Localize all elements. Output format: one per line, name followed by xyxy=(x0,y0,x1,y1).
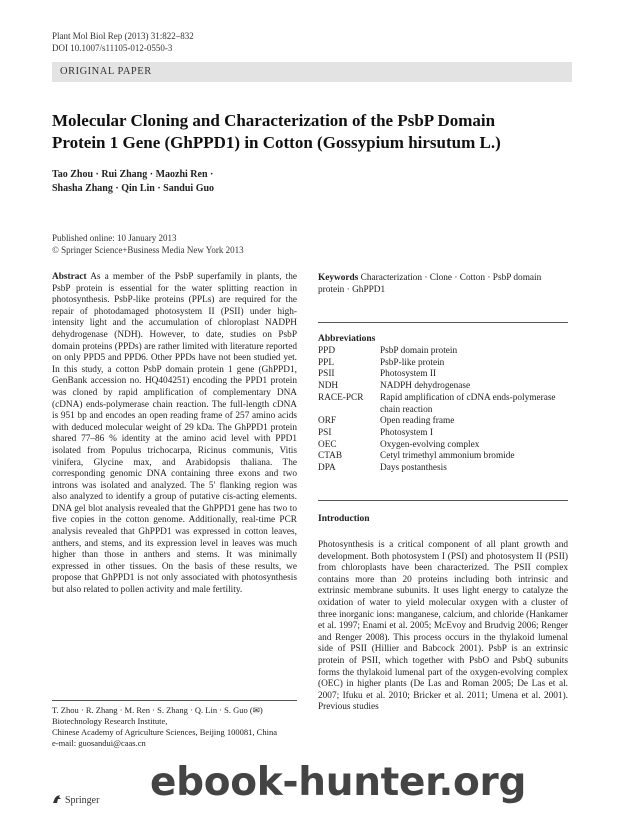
abbreviation-definition: NADPH dehydrogenase xyxy=(380,381,471,392)
abbreviation-definition: Rapid amplification of cDNA ends-polymerase chain reaction xyxy=(380,392,556,415)
abbreviation-definition: Open reading frame xyxy=(380,416,455,427)
introduction-heading: Introduction xyxy=(318,514,370,524)
affiliation-rule xyxy=(52,700,297,701)
abbreviation-term: CTAB xyxy=(318,451,343,462)
publisher-name: Springer xyxy=(65,795,100,806)
abbreviation-term: PPD xyxy=(318,346,336,356)
abbreviation-term: PSI xyxy=(318,427,332,438)
abbreviation-term: DPA xyxy=(318,463,336,474)
keywords xyxy=(318,273,568,296)
abbreviation-row xyxy=(318,451,568,463)
keywords-text: Characterization · Clone · Cotton · PsbP domain protein · GhPPD1 xyxy=(318,273,542,295)
abbreviation-row xyxy=(318,393,568,416)
abbreviation-definition: Oxygen-evolving complex xyxy=(380,439,480,450)
abbreviation-definition: Photosystem II xyxy=(380,369,437,380)
published-online: Published online: 10 January 2013 xyxy=(52,233,177,243)
watermark: ebook-hunter.org xyxy=(150,760,527,805)
abbreviation-definition: Photosystem I xyxy=(380,427,433,438)
affiliation-email[interactable]: e-mail: guosandui@caas.cn xyxy=(52,738,146,748)
abbreviation-definition: PsbP-like protein xyxy=(380,357,445,368)
author-list xyxy=(52,168,292,196)
abbreviation-row xyxy=(318,416,568,428)
abbreviation-definition: PsbP domain protein xyxy=(380,346,458,356)
copyright: © Springer Science+Business Media New York 2013 xyxy=(52,244,244,255)
abbreviation-row xyxy=(318,440,568,452)
abbreviations-top-rule xyxy=(318,322,568,323)
abstract xyxy=(52,272,297,597)
abstract-label: Abstract xyxy=(52,272,87,282)
introduction-rule xyxy=(318,500,568,501)
abbreviation-term: RACE-PCR xyxy=(318,392,364,403)
abbreviations-heading: Abbreviations xyxy=(318,334,376,344)
abbreviations-table xyxy=(318,346,568,475)
abbreviation-definition: Cetyl trimethyl ammonium bromide xyxy=(380,451,515,462)
abbreviation-term: ORF xyxy=(318,416,337,427)
abbreviation-row xyxy=(318,428,568,440)
abbreviation-row xyxy=(318,381,568,393)
publisher-footer xyxy=(52,794,99,806)
journal-reference: Plant Mol Biol Rep (2013) 31:822–832 xyxy=(52,31,194,41)
abbreviation-term: OEC xyxy=(318,439,337,450)
abbreviation-term: PPL xyxy=(318,357,335,368)
abbreviation-term: NDH xyxy=(318,381,339,392)
affiliation-academy: Chinese Academy of Agriculture Sciences, Beijing 100081, China xyxy=(52,727,277,737)
publication-info xyxy=(52,233,244,256)
abstract-text: As a member of the PsbP superfamily in plants, the PsbP protein is essential for the water splitting reaction in photosynthesis. PsbP-like proteins (PPLs) are required for the repair of photodamaged photosystem II (PSII) under high-intensity light and the accumulation of chloroplast NADPH dehydrogenase (NDH). However, to date, studies on PsbP domain proteins (PPDs) are rather limited with literature reported on only PPD5 and PPD6. Other PPDs have not been studied yet. In this study, a cotton PsbP domain protein 1 gene (GhPPD1, GenBank accession no. HQ404251) encoding the PPD1 protein was cloned by rapid amplification of complementary DNA (cDNA) ends-polymerase chain reaction. The full-length cDNA is 951 bp and encodes an open reading frame of 257 amino acids with deduced molecular weight of 29 kDa. The GhPPD1 protein shared 77–86 % identity at the amino acid level with PPD1 isolated from Populus trichocarpa, Ricinus communis, Vitis vinifera, Glycine max, and Arabidopsis thaliana. The corresponding genomic DNA containing three exons and two introns was isolated and analyzed. The 5′ flanking region was also analyzed to identify a group of putative cis-acting elements. DNA gel blot analysis revealed that the GhPPD1 gene has two to five copies in the cotton genome. Additionally, real-time PCR analysis revealed that GhPPD1 was expressed in cotton leaves, anthers, and stems, and its expression level in leaves was much higher than those in anthers and stems. It was minimally expressed in other tissues. On the basis of these results, we propose that GhPPD1 is not only associated with photosynthesis but also related to pollen activity and male fertility. xyxy=(52,272,298,596)
author-line-2: Shasha Zhang · Qin Lin · Sandui Guo xyxy=(52,183,215,194)
abbreviation-row xyxy=(318,358,568,370)
abbreviation-row xyxy=(318,463,568,475)
author-affiliation xyxy=(52,705,297,749)
affiliation-institute: Biotechnology Research Institute, xyxy=(52,716,168,726)
affiliation-authors: T. Zhou · R. Zhang · M. Ren · S. Zhang · Q. Lin · S. Guo (✉) xyxy=(52,705,263,715)
article-type-banner: ORIGINAL PAPER xyxy=(60,66,152,77)
abbreviation-row xyxy=(318,369,568,381)
springer-horse-icon xyxy=(52,794,62,804)
abbreviation-row xyxy=(318,346,568,358)
introduction-text: Photosynthesis is a critical component of all plant growth and development. Both photosystem I (PSI) and photosystem II (PSII) from chloroplasts have been characterized. The PSII complex contains more than 20 proteins including both intrinsic and extrinsic membrane subunits. It uses light energy to catalyze the oxidation of water to yield molecular oxygen with a cluster of three inorganic ions: manganese, calcium, and chloride (Hankamer et al. 1997; Enami et al. 2005; McEvoy and Brudvig 2006; Renger and Renger 2008). This process occurs in the thylakoid lumenal side of PSII (Hillier and Babcock 2001). PsbP is an extrinsic protein of PSII, which together with PsbO and PsbQ subunits forms the thylakoid lumenal part of the oxygen-evolving complex (OEC) in higher plants (De Las and Roman 2005; De Las et al. 2007; Ifuku et al. 2010; Bricker et al. 2011; Umena et al. 2001). Previous studies xyxy=(318,540,568,713)
doi: DOI 10.1007/s11105-012-0550-3 xyxy=(52,43,173,53)
journal-header xyxy=(52,30,194,54)
abbreviation-definition: Days postanthesis xyxy=(380,463,447,474)
author-line-1: Tao Zhou · Rui Zhang · Maozhi Ren · xyxy=(52,169,214,180)
abbreviation-term: PSII xyxy=(318,369,335,380)
article-title: Molecular Cloning and Characterization of the PsbP Domain Protein 1 Gene (GhPPD1) in Cotton (Gossypium hirsutum L.) xyxy=(52,111,501,152)
keywords-label: Keywords xyxy=(318,273,359,283)
